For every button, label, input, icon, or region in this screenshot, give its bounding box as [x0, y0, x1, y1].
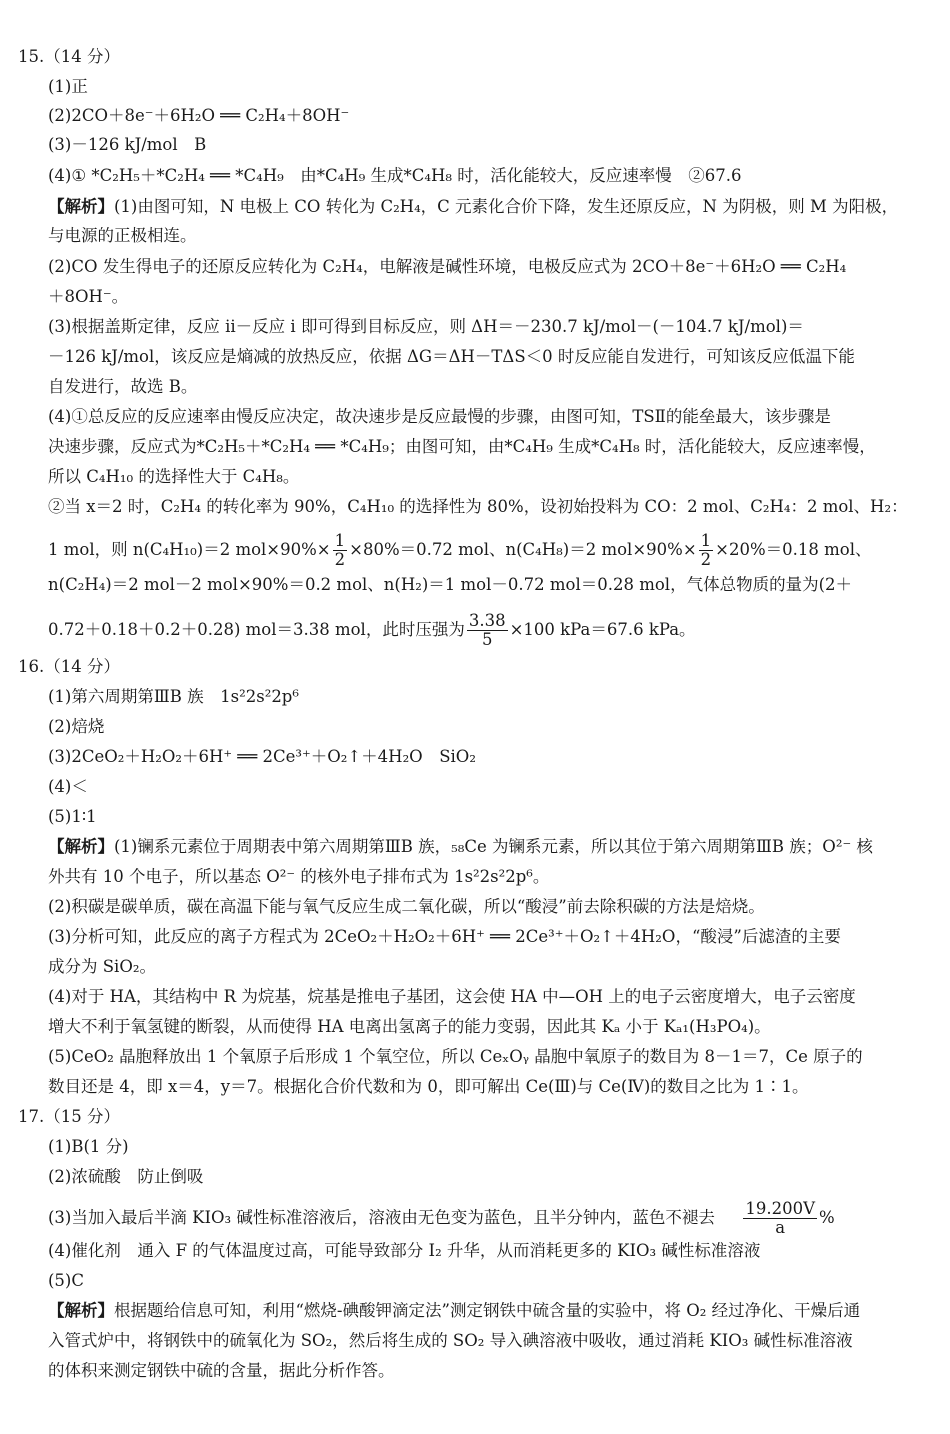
q15-explain-1a: 【解析】(1)由图可知，N 电极上 CO 转化为 C₂H₄，C 元素化合价下降，发生还原反应，N 为阴极，则 M 为阳极， — [48, 197, 899, 216]
q15-explain-5a: ②当 x＝2 时，C₂H₄ 的转化率为 90%，C₄H₁₀ 的选择性为 80%，设初始投料为 CO：2 mol、C₂H₄：2 mol、H₂： — [48, 497, 908, 516]
fraction-denominator: 5 — [481, 630, 493, 649]
q15-explain-2b: ＋8OH⁻。 — [48, 287, 129, 306]
q17-heading: 17.（15 分） — [18, 1107, 120, 1126]
fraction-numerator: 1 — [700, 531, 712, 550]
q15-explain-3c: 自发进行，故选 B。 — [48, 377, 198, 396]
fraction-numerator: 1 — [334, 531, 346, 550]
q15-explain-4c: 所以 C₄H₁₀ 的选择性大于 C₄H₈。 — [48, 467, 300, 486]
q16-answer-4: (4)＜ — [48, 777, 88, 796]
q15-explain-3a: (3)根据盖斯定律，反应 ⅱ－反应 ⅰ 即可得到目标反应，则 ΔH＝－230.7 kJ/mol－(－104.7 kJ/mol)＝ — [48, 317, 804, 336]
q16-answer-3: (3)2CeO₂＋H₂O₂＋6H⁺ ══ 2Ce³⁺＋O₂↑＋4H₂O SiO₂ — [48, 747, 476, 766]
q15-explain-4b: 决速步骤，反应式为*C₂H₅＋*C₂H₄ ══ *C₄H₉；由图可知，由*C₄H₉ 生成*C₄H₈ 时，活化能较大，反应速率慢， — [48, 437, 876, 456]
q16-explain-3a: (3)分析可知，此反应的离子方程式为 2CeO₂＋H₂O₂＋6H⁺ ══ 2Ce³⁺＋O₂↑＋4H₂O，“酸浸”后滤渣的主要 — [48, 927, 841, 946]
q15-explain-5d — [48, 612, 696, 649]
q17-answer-5: (5)C — [48, 1271, 84, 1290]
analysis-label: 【解析】 — [48, 837, 114, 856]
q16-explain-1a: 【解析】(1)镧系元素位于周期表中第六周期第ⅢB 族，₅₈Ce 为镧系元素，所以其位于第六周期第ⅢB 族；O²⁻ 核 — [48, 837, 873, 856]
q16-explain-2: (2)积碳是碳单质，碳在高温下能与氧气反应生成二氧化碳，所以“酸浸”前去除积碳的方法是焙烧。 — [48, 897, 765, 916]
fraction-denominator: 2 — [334, 550, 346, 569]
fraction-half — [333, 532, 348, 569]
q17-explain-1c: 的体积来测定钢铁中硫的含量，据此分析作答。 — [48, 1361, 395, 1380]
q17-explain-1b: 入管式炉中，将钢铁中的硫氧化为 SO₂，然后将生成的 SO₂ 导入碘溶液中吸收，通过消耗 KIO₃ 碱性标准溶液 — [48, 1331, 853, 1350]
q16-answer-1: (1)第六周期第ⅢB 族 1s²2s²2p⁶ — [48, 687, 299, 706]
q15-explain-3b: －126 kJ/mol，该反应是熵减的放热反应，依据 ΔG＝ΔH－TΔS＜0 时反应能自发进行，可知该反应低温下能 — [48, 347, 855, 366]
q15-answer-1: (1)正 — [48, 77, 88, 96]
q16-explain-3b: 成分为 SiO₂。 — [48, 957, 156, 976]
analysis-label: 【解析】 — [48, 197, 114, 216]
fraction-sulfur-content — [743, 1200, 817, 1237]
fraction-denominator: a — [775, 1218, 786, 1237]
q16-explain-1b: 外共有 10 个电子，所以基态 O²⁻ 的核外电子排布式为 1s²2s²2p⁶。 — [48, 867, 550, 886]
q15-explain-2a: (2)CO 发生得电子的还原反应转化为 C₂H₄，电解液是碱性环境，电极反应式为 2CO＋8e⁻＋6H₂O ══ C₂H₄ — [48, 257, 847, 276]
q16-heading: 16.（14 分） — [18, 657, 120, 676]
q16-explain-5b: 数目还是 4，即 x＝4，y＝7。根据化合价代数和为 0，即可解出 Ce(Ⅲ)与 Ce(Ⅳ)的数目之比为 1∶1。 — [48, 1077, 809, 1096]
q15-answer-3: (3)－126 kJ/mol B — [48, 135, 207, 154]
q15-explain-5b-part1: 1 mol，则 n(C₄H₁₀)＝2 mol×90%× — [48, 540, 331, 559]
q16-answer-2: (2)焙烧 — [48, 717, 105, 736]
fraction-half — [699, 532, 714, 569]
fraction-numerator: 19.200V — [745, 1199, 816, 1218]
fraction-denominator: 2 — [700, 550, 712, 569]
q15-explain-1b: 与电源的正极相连。 — [48, 226, 197, 245]
q16-explain-4a: (4)对于 HA，其结构中 R 为烷基，烷基是推电子基团，这会使 HA 中—OH 上的电子云密度增大，电子云密度 — [48, 987, 856, 1006]
q15-explain-4a: (4)①总反应的反应速率由慢反应决定，故决速步是反应最慢的步骤，由图可知，TSⅡ的能垒最大，该步骤是 — [48, 407, 831, 426]
q15-explain-5c: n(C₂H₄)＝2 mol－2 mol×90%＝0.2 mol、n(H₂)＝1 mol－0.72 mol＝0.28 mol，气体总物质的量为(2＋ — [48, 575, 853, 594]
q16-explain-4b: 增大不利于氧氢键的断裂，从而使得 HA 电离出氢离子的能力变弱，因此其 Kₐ 小于 Kₐ₁(H₃PO₄)。 — [48, 1017, 771, 1036]
q16-answer-5: (5)1∶1 — [48, 807, 97, 826]
fraction-numerator: 3.38 — [468, 611, 506, 630]
q15-heading: 15.（14 分） — [18, 47, 120, 66]
q15-explain-5d-part1: 0.72＋0.18＋0.2＋0.28) mol＝3.38 mol，此时压强为 — [48, 620, 465, 639]
q17-answer-1: (1)B(1 分) — [48, 1137, 129, 1156]
q15-explain-5d-part2: ×100 kPa＝67.6 kPa。 — [509, 620, 696, 639]
q17-answer-4: (4)催化剂 通入 F 的气体温度过高，可能导致部分 I₂ 升华，从而消耗更多的 KIO₃ 碱性标准溶液 — [48, 1241, 761, 1260]
q17-answer-2: (2)浓硫酸 防止倒吸 — [48, 1167, 204, 1186]
percent-sign: % — [819, 1208, 835, 1227]
fraction-pressure — [467, 612, 508, 649]
q17-answer-3-text: (3)当加入最后半滴 KIO₃ 碱性标准溶液后，溶液由无色变为蓝色，且半分钟内，蓝色不褪去 — [48, 1208, 715, 1227]
q15-explain-5b-part2: ×80%＝0.72 mol、n(C₄H₈)＝2 mol×90%× — [349, 540, 697, 559]
q15-explain-5b-part3: ×20%＝0.18 mol、 — [715, 540, 872, 559]
q17-explain-1a: 【解析】根据题给信息可知，利用“燃烧-碘酸钾滴定法”测定钢铁中硫含量的实验中，将 O₂ 经过净化、干燥后通 — [48, 1301, 861, 1320]
q15-answer-2: (2)2CO＋8e⁻＋6H₂O ══ C₂H₄＋8OH⁻ — [48, 106, 350, 125]
q15-explain-5b — [48, 532, 872, 569]
q17-answer-3 — [48, 1200, 835, 1237]
q15-answer-4: (4)① *C₂H₅＋*C₂H₄ ══ *C₄H₉ 由*C₄H₉ 生成*C₄H₈ 时，活化能较大，反应速率慢 ②67.6 — [48, 166, 742, 185]
q16-explain-5a: (5)CeO₂ 晶胞释放出 1 个氧原子后形成 1 个氧空位，所以 CeₓOᵧ 晶胞中氧原子的数目为 8－1＝7，Ce 原子的 — [48, 1047, 863, 1066]
analysis-label: 【解析】 — [48, 1301, 114, 1320]
